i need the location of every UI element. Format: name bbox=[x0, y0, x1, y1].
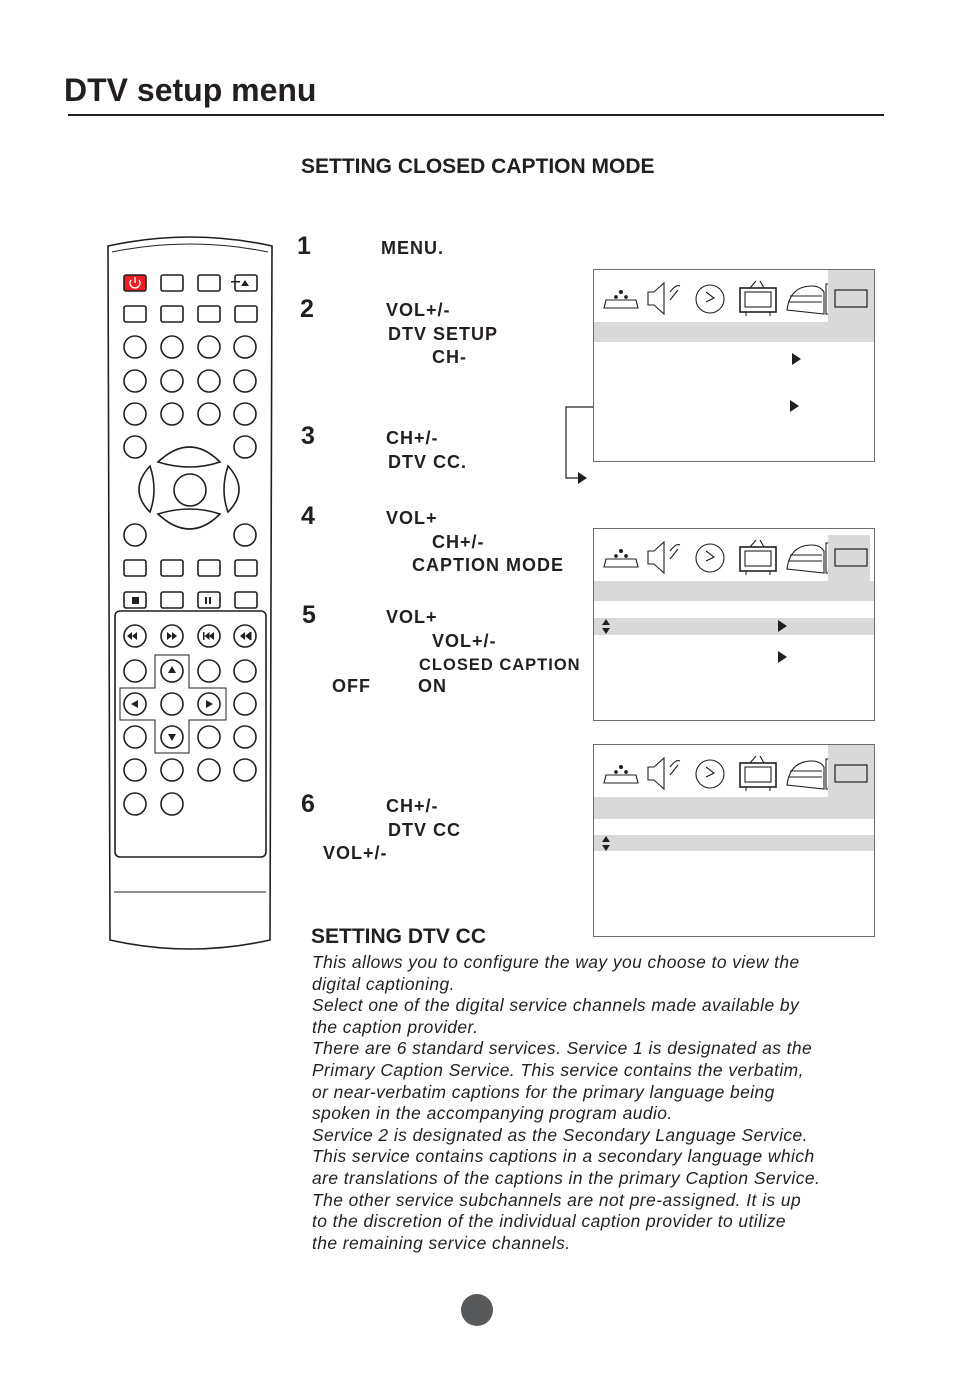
step-4-text-line-1: VOL+ bbox=[386, 508, 438, 528]
step-5-text-off: OFF bbox=[332, 676, 371, 696]
paragraph-line: spoken in the accompanying program audio. bbox=[312, 1103, 673, 1124]
step-5-text-line-2: VOL+/- bbox=[432, 631, 497, 651]
arrow-right-icon bbox=[792, 353, 801, 365]
page-number-dot bbox=[461, 1294, 493, 1326]
step-5-text-line-1: VOL+ bbox=[386, 607, 438, 627]
clock-icon bbox=[696, 285, 724, 313]
step-2-text-line-3: CH- bbox=[432, 347, 467, 367]
paragraph-line: This allows you to configure the way you choose to view the bbox=[312, 952, 800, 972]
setup-icon bbox=[604, 550, 638, 568]
setup-icon bbox=[604, 766, 638, 784]
step-6-text-line-1: CH+/- bbox=[386, 796, 439, 816]
clock-icon bbox=[696, 760, 724, 788]
step-5-text-on: ON bbox=[418, 676, 447, 696]
step-5-text-line-3: CLOSED CAPTION bbox=[419, 656, 581, 674]
osd-screen-closed-caption bbox=[593, 744, 875, 937]
tv-icon bbox=[740, 540, 776, 575]
paragraph-line: to the discretion of the individual caption provider to utilize bbox=[312, 1211, 787, 1232]
step-1-text-menu: MENU. bbox=[381, 238, 444, 258]
arrow-right-icon bbox=[790, 400, 799, 412]
tv-icon bbox=[740, 756, 776, 791]
osd-screen-dtv-setup bbox=[593, 269, 875, 462]
remote-control-illustration bbox=[104, 234, 276, 954]
step-6-text-line-2: DTV CC bbox=[388, 820, 461, 840]
step-number-5: 5 bbox=[302, 601, 316, 629]
paragraph-line: The other service subchannels are not pre-assigned. It is up bbox=[312, 1189, 802, 1210]
arrow-right-icon bbox=[778, 651, 787, 663]
step-3-text-line-2: DTV CC. bbox=[388, 452, 467, 472]
osd-screen-dtv-cc bbox=[593, 528, 875, 721]
setup-icon bbox=[604, 291, 638, 309]
step-number-2: 2 bbox=[300, 295, 314, 323]
paragraph-line: are translations of the captions in the primary Caption Service. bbox=[312, 1167, 821, 1188]
paragraph-line: There are 6 standard services. Service 1 is designated as the bbox=[312, 1038, 813, 1059]
paragraph-line: Select one of the digital service channels made available by bbox=[312, 995, 800, 1016]
step-number-3: 3 bbox=[301, 422, 315, 450]
step-3-text-line-1: CH+/- bbox=[386, 428, 439, 448]
step-2-text-line-2: DTV SETUP bbox=[388, 324, 499, 344]
osd-highlight-bar bbox=[594, 322, 874, 342]
osd-selected-row bbox=[594, 835, 874, 851]
title-divider bbox=[68, 114, 884, 116]
picture-icon bbox=[787, 543, 830, 573]
paragraph-line: the remaining service channels. bbox=[312, 1232, 571, 1253]
osd-icon-row bbox=[604, 281, 830, 316]
speaker-icon bbox=[648, 283, 680, 314]
osd-highlight-bar bbox=[594, 581, 874, 601]
step-4-text-line-2: CH+/- bbox=[432, 532, 485, 552]
dtv-cc-heading: SETTING DTV CC bbox=[311, 925, 487, 948]
step-4-text-line-3: CAPTION MODE bbox=[412, 555, 565, 575]
tv-icon bbox=[740, 281, 776, 316]
paragraph-line: Service 2 is designated as the Secondary Language Service. bbox=[312, 1124, 808, 1145]
picture-icon bbox=[787, 759, 830, 789]
paragraph-line: This service contains captions in a secondary language which bbox=[312, 1146, 815, 1167]
step-2-text-line-1: VOL+/- bbox=[386, 300, 451, 320]
speaker-icon bbox=[648, 758, 680, 789]
dtv-cc-paragraph bbox=[312, 952, 902, 1254]
osd-selected-row bbox=[594, 618, 874, 635]
clock-icon bbox=[696, 544, 724, 572]
step-6-text-line-3: VOL+/- bbox=[323, 843, 388, 863]
paragraph-line: digital captioning. bbox=[312, 973, 455, 994]
step-number-4: 4 bbox=[301, 502, 315, 530]
paragraph-line: or near-verbatim captions for the primary language being bbox=[312, 1081, 775, 1102]
paragraph-line: the caption provider. bbox=[312, 1016, 479, 1037]
picture-icon bbox=[787, 284, 830, 314]
osd-highlight-bar bbox=[594, 797, 874, 819]
page-title: DTV setup menu bbox=[64, 72, 317, 108]
speaker-icon bbox=[648, 542, 680, 573]
section-heading: SETTING CLOSED CAPTION MODE bbox=[301, 155, 655, 178]
paragraph-line: Primary Caption Service. This service contains the verbatim, bbox=[312, 1059, 804, 1080]
step-number-1: 1 bbox=[297, 232, 311, 260]
step-number-6: 6 bbox=[301, 790, 315, 818]
